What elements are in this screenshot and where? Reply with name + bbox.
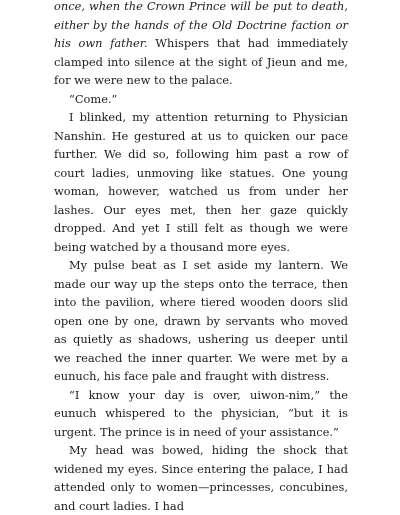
text-segment: I blinked, my attention returning to Physician Nanshin. He gestured at us to quicken our pace further. We did so, following him past a row of court ladies, unmoving like statues. One young woman, however, watched us from under her lashes. Our eyes met, then her gaze quickly dropped. And yet I still felt as though we were being watched by a thousand more eyes. bbox=[54, 110, 348, 254]
text-segment: “Come.” bbox=[69, 91, 118, 106]
text-segment: My head was bowed, hiding the shock that widened my eyes. Since entering the palace, I had attended only to women—princesses, concubines, and court ladies. I had bbox=[54, 443, 348, 513]
text-segment: “I know your day is over, uiwon-nim,” the eunuch whispered to the physician, “but it is urgent. The prince is in need of your assistance.” bbox=[54, 387, 348, 439]
paragraph-6 bbox=[54, 441, 348, 515]
paragraph-3 bbox=[54, 108, 348, 256]
text-segment: My pulse beat as I set aside my lantern. We made our way up the steps onto the terrace, then into the pavilion, where tiered wooden doors slid open one by one, drawn by servants who moved as quietly as shadows, ushering us deeper until we reached the inner quarter. We were met by a eunuch, his face pale and fraught with distress. bbox=[54, 258, 348, 383]
paragraph-1 bbox=[54, 0, 348, 90]
paragraph-5 bbox=[54, 386, 348, 442]
body-text bbox=[54, 0, 348, 515]
text-segment: Whispers that had immediately clamped into silence at the sight of Jieun and me, for we were new to the palace. bbox=[54, 36, 348, 87]
italic-segment: when the Crown Prince will be put to death, either by the hands of the Old Doctrine faction or his own father. bbox=[54, 0, 348, 50]
italic-segment: once, bbox=[54, 0, 89, 13]
paragraph-2 bbox=[54, 90, 348, 109]
paragraph-4 bbox=[54, 256, 348, 386]
